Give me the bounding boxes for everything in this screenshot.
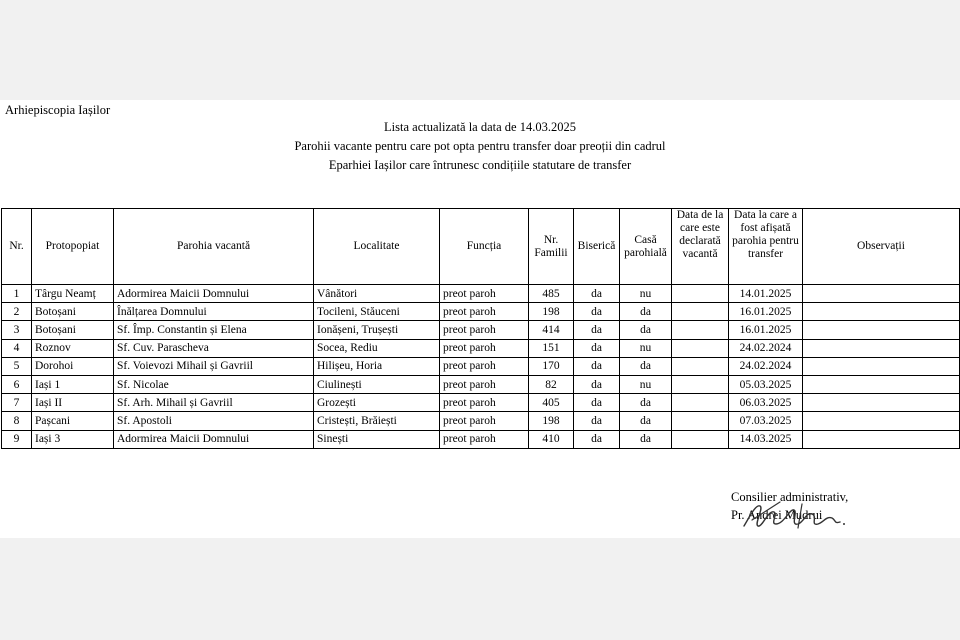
cell-data-declarata [672, 285, 729, 303]
cell-data-declarata [672, 357, 729, 375]
table-row [2, 303, 960, 321]
signature-role: Consilier administrativ, [731, 490, 849, 504]
document-subtitle-line1: Parohii vacante pentru care pot opta pentru transfer doar preoții din cadrul [294, 139, 666, 153]
cell-observatii [803, 357, 960, 375]
cell-nr: 2 [2, 303, 32, 321]
cell-localitate: Socea, Rediu [314, 339, 440, 357]
cell-data-declarata [672, 430, 729, 448]
cell-localitate: Vânători [314, 285, 440, 303]
cell-observatii [803, 430, 960, 448]
cell-data-declarata [672, 339, 729, 357]
cell-data-afisata: 16.01.2025 [729, 303, 803, 321]
cell-localitate: Grozești [314, 394, 440, 412]
cell-familii: 151 [529, 339, 574, 357]
table-row [2, 430, 960, 448]
cell-nr: 8 [2, 412, 32, 430]
table-row [2, 321, 960, 339]
cell-data-declarata [672, 321, 729, 339]
signature-name: Pr. Andrei Mudrui [731, 508, 823, 522]
cell-localitate: Sinești [314, 430, 440, 448]
cell-parohia: Înălțarea Domnului [114, 303, 314, 321]
header-protopopiat: Protopopiat [32, 209, 114, 285]
cell-nr: 7 [2, 394, 32, 412]
cell-data-afisata: 24.02.2024 [729, 357, 803, 375]
cell-functia: preot paroh [440, 412, 529, 430]
cell-data-declarata [672, 375, 729, 393]
cell-casa: da [620, 412, 672, 430]
cell-nr: 1 [2, 285, 32, 303]
header-localitate: Localitate [314, 209, 440, 285]
cell-data-afisata: 16.01.2025 [729, 321, 803, 339]
cell-casa: da [620, 321, 672, 339]
cell-nr: 4 [2, 339, 32, 357]
header-data-afisata: Data la care a fost afișată parohia pentru transfer [729, 209, 803, 285]
cell-familii: 485 [529, 285, 574, 303]
cell-casa: da [620, 394, 672, 412]
cell-observatii [803, 394, 960, 412]
cell-functia: preot paroh [440, 285, 529, 303]
cell-biserica: da [574, 375, 620, 393]
cell-casa: nu [620, 339, 672, 357]
cell-data-afisata: 06.03.2025 [729, 394, 803, 412]
cell-nr: 5 [2, 357, 32, 375]
cell-biserica: da [574, 285, 620, 303]
table-row [2, 357, 960, 375]
cell-nr: 6 [2, 375, 32, 393]
cell-casa: da [620, 430, 672, 448]
cell-observatii [803, 321, 960, 339]
cell-biserica: da [574, 321, 620, 339]
cell-parohia: Sf. Voievozi Mihail și Gavriil [114, 357, 314, 375]
cell-functia: preot paroh [440, 375, 529, 393]
cell-data-declarata [672, 394, 729, 412]
cell-observatii [803, 339, 960, 357]
header-biserica: Biserică [574, 209, 620, 285]
cell-localitate: Cristești, Brăiești [314, 412, 440, 430]
cell-casa: da [620, 357, 672, 375]
table-row [2, 375, 960, 393]
cell-observatii [803, 285, 960, 303]
cell-biserica: da [574, 394, 620, 412]
cell-protopopiat: Roznov [32, 339, 114, 357]
document-page [0, 100, 960, 538]
table-row [2, 285, 960, 303]
header-observatii: Observații [803, 209, 960, 285]
cell-data-declarata [672, 412, 729, 430]
cell-nr: 3 [2, 321, 32, 339]
cell-functia: preot paroh [440, 430, 529, 448]
cell-biserica: da [574, 412, 620, 430]
header-functia: Funcția [440, 209, 529, 285]
cell-casa: nu [620, 375, 672, 393]
table-row [2, 394, 960, 412]
cell-protopopiat: Iași 3 [32, 430, 114, 448]
cell-data-afisata: 24.02.2024 [729, 339, 803, 357]
cell-functia: preot paroh [440, 339, 529, 357]
cell-familii: 414 [529, 321, 574, 339]
header-familii: Nr. Familii [529, 209, 574, 285]
cell-observatii [803, 375, 960, 393]
handwritten-signature [740, 498, 850, 532]
cell-functia: preot paroh [440, 303, 529, 321]
cell-protopopiat: Botoșani [32, 303, 114, 321]
cell-biserica: da [574, 339, 620, 357]
vacant-parishes-table [1, 208, 960, 449]
cell-localitate: Hilișeu, Horia [314, 357, 440, 375]
cell-protopopiat: Iași 1 [32, 375, 114, 393]
header-casa: Casă parohială [620, 209, 672, 285]
cell-parohia: Adormirea Maicii Domnului [114, 430, 314, 448]
cell-observatii [803, 412, 960, 430]
table-header-row [2, 209, 960, 285]
cell-data-afisata: 14.01.2025 [729, 285, 803, 303]
header-nr: Nr. [2, 209, 32, 285]
cell-protopopiat: Botoșani [32, 321, 114, 339]
cell-functia: preot paroh [440, 357, 529, 375]
cell-data-afisata: 14.03.2025 [729, 430, 803, 448]
cell-familii: 198 [529, 303, 574, 321]
cell-nr: 9 [2, 430, 32, 448]
cell-protopopiat: Târgu Neamț [32, 285, 114, 303]
cell-observatii [803, 303, 960, 321]
cell-localitate: Tocileni, Stăuceni [314, 303, 440, 321]
header-parohia: Parohia vacantă [114, 209, 314, 285]
cell-casa: nu [620, 285, 672, 303]
table-row [2, 412, 960, 430]
cell-casa: da [620, 303, 672, 321]
cell-parohia: Sf. Arh. Mihail și Gavriil [114, 394, 314, 412]
cell-parohia: Sf. Cuv. Parascheva [114, 339, 314, 357]
cell-familii: 410 [529, 430, 574, 448]
cell-data-afisata: 05.03.2025 [729, 375, 803, 393]
cell-biserica: da [574, 357, 620, 375]
document-subtitle-line2: Eparhiei Iașilor care întrunesc condițiile statutare de transfer [328, 158, 632, 172]
cell-parohia: Adormirea Maicii Domnului [114, 285, 314, 303]
cell-familii: 405 [529, 394, 574, 412]
cell-functia: preot paroh [440, 321, 529, 339]
cell-biserica: da [574, 430, 620, 448]
cell-parohia: Sf. Împ. Constantin și Elena [114, 321, 314, 339]
cell-protopopiat: Pașcani [32, 412, 114, 430]
organization-name: Arhiepiscopia Iașilor [5, 103, 111, 117]
cell-familii: 198 [529, 412, 574, 430]
cell-familii: 170 [529, 357, 574, 375]
cell-parohia: Sf. Nicolae [114, 375, 314, 393]
cell-protopopiat: Dorohoi [32, 357, 114, 375]
cell-functia: preot paroh [440, 394, 529, 412]
cell-familii: 82 [529, 375, 574, 393]
cell-localitate: Ionășeni, Trușești [314, 321, 440, 339]
document-title: Lista actualizată la data de 14.03.2025 [384, 120, 576, 134]
cell-localitate: Ciulinești [314, 375, 440, 393]
table-row [2, 339, 960, 357]
cell-protopopiat: Iași II [32, 394, 114, 412]
cell-parohia: Sf. Apostoli [114, 412, 314, 430]
header-data-declarata: Data de la care este declarată vacantă [672, 209, 729, 285]
cell-data-declarata [672, 303, 729, 321]
cell-data-afisata: 07.03.2025 [729, 412, 803, 430]
cell-biserica: da [574, 303, 620, 321]
